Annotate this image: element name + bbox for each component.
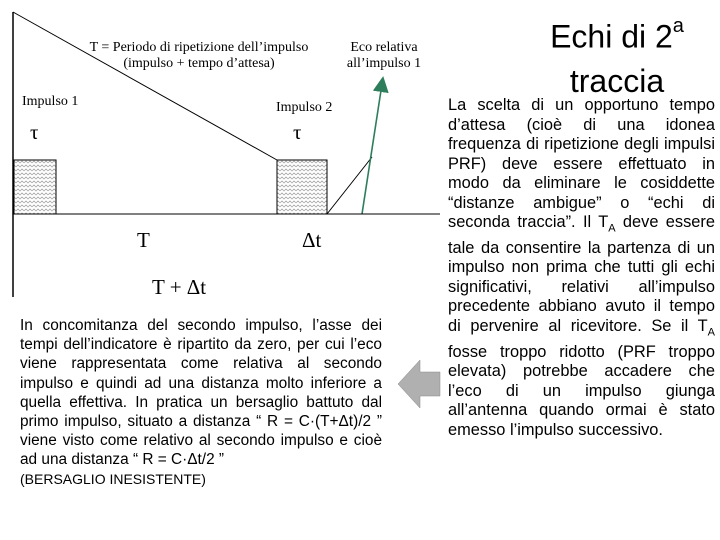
nonexistent-target-note: (BERSAGLIO INESISTENTE) bbox=[20, 470, 206, 487]
t-plus-delta-t-label: T + Δt bbox=[152, 275, 207, 299]
period-label: T = Periodo di ripetizione dell’impulso (impulso + tempo d’attesa) bbox=[89, 40, 309, 71]
explanation-text: La scelta di un opportuno tempo d’attesa (cioè di una idonea frequenza di ripetizione degli impulsi PRF) deve essere effettuato in modo da eliminare le cosiddette “distanze ambigue” o “echi di seconda traccia”. Il $T_A$ deve essere tale da consentire la partenza di un impulso non prima che tutti gli echi significativi, relativi all’impulso precedente abbiano avuto il tempo di pervenire al ricevitore. Se il $T_A$ fosse troppo ridotto (PRF troppo elevata) potrebbe accadere che l’eco di un impulso giunga all’antenna quando ormai è stato emesso l’impulso successivo. bbox=[448, 96, 715, 439]
tau-2: τ bbox=[293, 120, 302, 144]
pulse-2 bbox=[277, 160, 327, 214]
delta-t-label: Δt bbox=[302, 228, 322, 252]
echo-line-left bbox=[327, 157, 372, 214]
example-text: In concomitanza del secondo impulso, l’asse dei tempi dell’indicatore è ripartito da zero, per cui l’eco viene rappresentata come relativa al secondo impulso e quindi ad una distanza molto inferiore a quella effettiva. In pratica un bersaglio battuto dal primo impulso, situato a distanza “ R = C·(T+Δt)/2 ” viene visto come relativo al secondo impulso e cioè ad una distanza “ R = C·Δt/2 ” (BERSAGLIO INESISTENTE) bbox=[20, 316, 382, 489]
t-label: T bbox=[137, 228, 150, 252]
pulse-1-label: Impulso 1 bbox=[22, 94, 79, 109]
echo-label: Eco relativa all’impulso 1 bbox=[346, 40, 422, 71]
echo-line-right bbox=[362, 84, 382, 214]
period-line bbox=[13, 12, 277, 160]
tau-1: τ bbox=[30, 120, 39, 144]
left-arrow-icon bbox=[398, 360, 440, 408]
slide-title: Echi di 2$^a$ traccia bbox=[550, 15, 684, 99]
pulse-2-label: Impulso 2 bbox=[276, 100, 333, 115]
pulse-1 bbox=[14, 160, 56, 214]
